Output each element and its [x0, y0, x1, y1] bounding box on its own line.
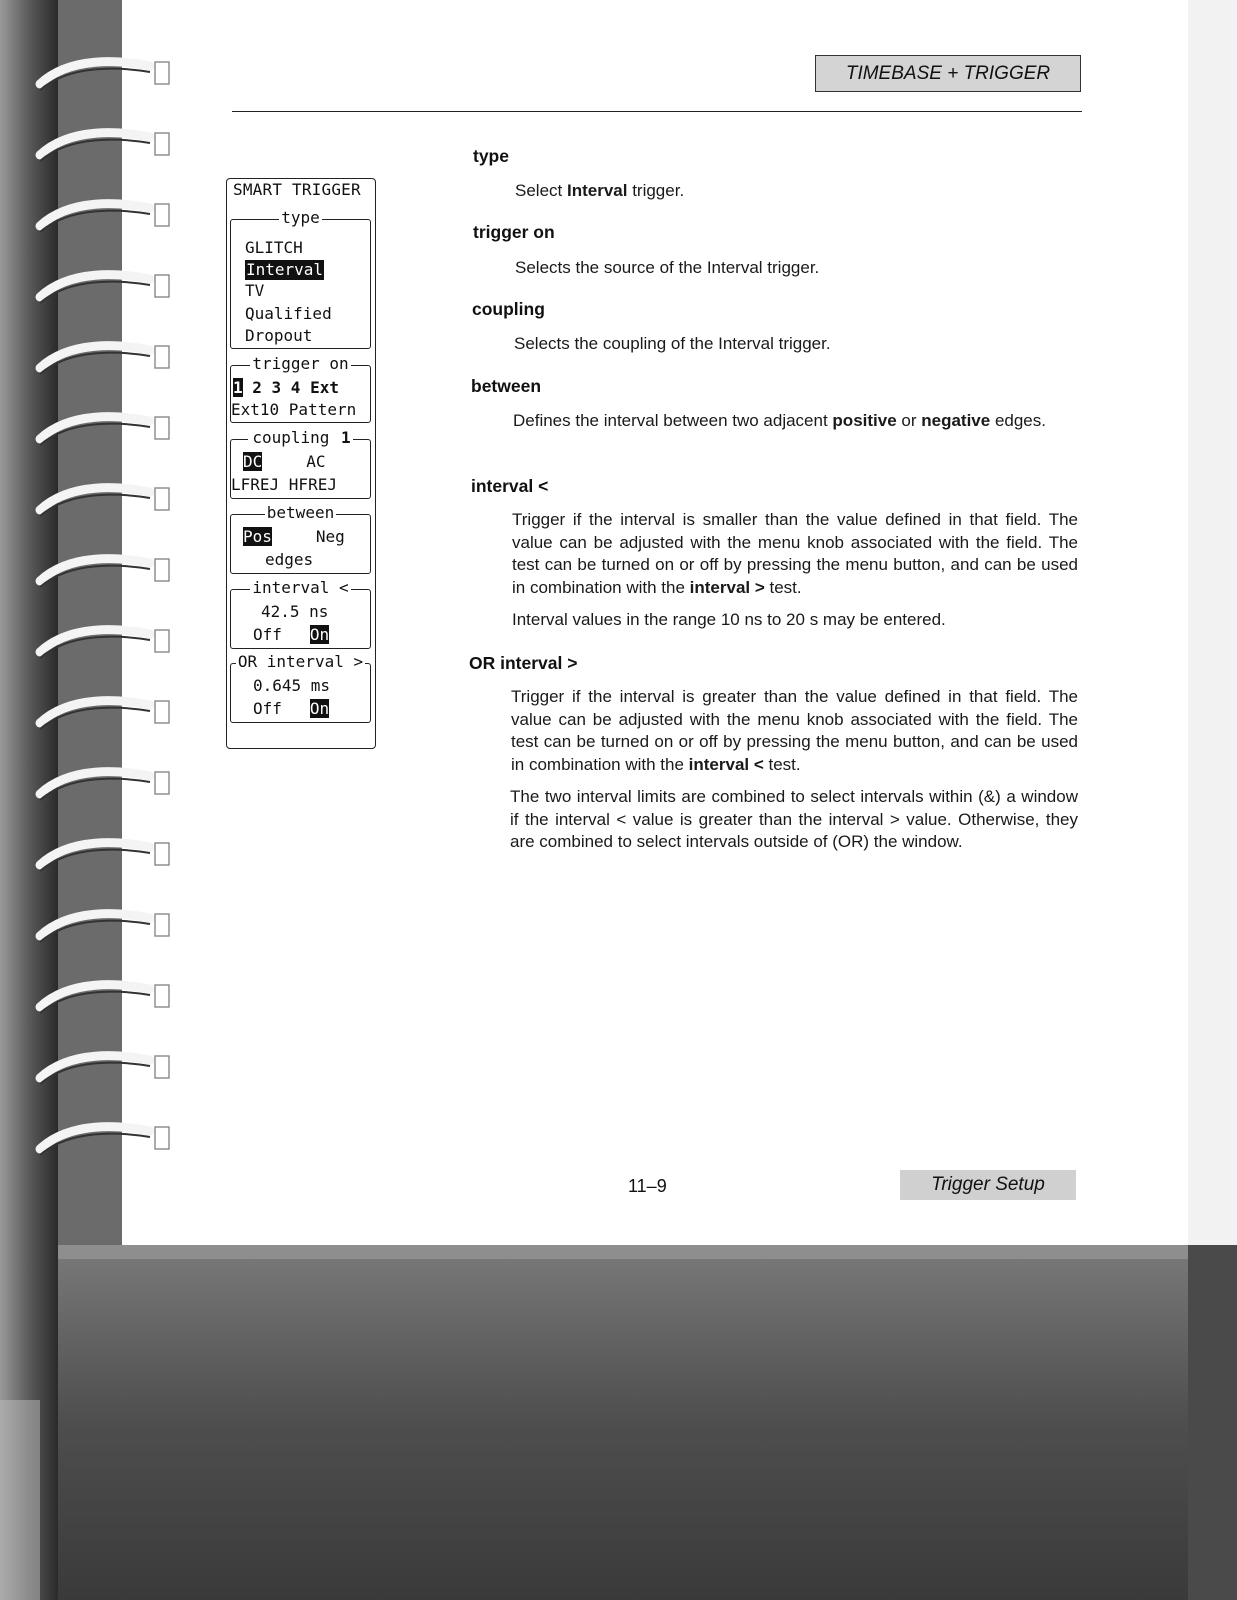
desc-between: Defines the interval between two adjacent positive or negative edges. — [513, 411, 1046, 430]
footer-section-tab — [900, 1170, 1076, 1200]
between-edges-text: edges — [265, 550, 314, 569]
coupling-label: coupling — [252, 428, 330, 447]
interval-lt-on[interactable]: On — [309, 625, 330, 644]
type-option-qualified[interactable]: Qualified — [245, 304, 332, 323]
menu-title: SMART TRIGGER — [233, 180, 361, 199]
type-option-tv[interactable]: TV — [245, 281, 265, 300]
smart-trigger-menu — [226, 178, 376, 749]
interval-gt-off[interactable]: Off — [253, 699, 282, 718]
type-menu-box[interactable] — [230, 208, 371, 349]
footer-section-text: Trigger Setup — [931, 1174, 1045, 1195]
between-neg-option[interactable]: Neg — [315, 527, 345, 546]
interval-gt-on[interactable]: On — [309, 699, 330, 718]
header-rule — [232, 111, 1082, 112]
desc-interval-lt-1: Trigger if the interval is smaller than the value defined in that field. The value can be adjusted with the menu knob associated with the field. The test can be turned on or off by pressing the menu button, and can be used in combination with the interval > test. — [512, 510, 1078, 597]
section-header-tab — [815, 55, 1081, 92]
interval-lt-label: interval < — [252, 578, 349, 597]
coupling-menu-box[interactable] — [230, 428, 371, 499]
between-menu-box[interactable] — [230, 503, 371, 574]
type-option-interval[interactable]: Interval — [246, 260, 324, 279]
interval-lt-off[interactable]: Off — [253, 625, 282, 644]
heading-coupling: coupling — [472, 299, 545, 319]
page-number: 11–9 — [628, 1176, 667, 1196]
trigger-source-options-row2[interactable]: Ext10 Pattern — [231, 400, 357, 419]
trigger-source-selected[interactable]: 1 — [233, 378, 243, 397]
between-pos-option[interactable]: Pos — [243, 527, 272, 546]
heading-between: between — [471, 376, 542, 396]
type-option-glitch[interactable]: GLITCH — [245, 238, 303, 257]
coupling-dc-option[interactable]: DC — [243, 452, 263, 471]
trigger-on-menu-box[interactable] — [230, 354, 371, 423]
heading-type: type — [473, 146, 509, 166]
desc-coupling: Selects the coupling of the Interval trigger. — [514, 334, 831, 353]
heading-interval-gt: OR interval > — [469, 653, 578, 673]
heading-trigger-on: trigger on — [473, 222, 555, 242]
coupling-rej-options[interactable]: LFREJ HFREJ — [231, 475, 337, 494]
trigger-on-label: trigger on — [252, 354, 349, 373]
type-menu-label: type — [281, 208, 320, 227]
between-label: between — [266, 503, 335, 522]
desc-interval-gt-1: Trigger if the interval is greater than the value defined in that field. The value can be adjusted with the menu knob associated with the field. The test can be turned on or off by pressing the menu button, and can be used in combination with the interval < test. — [511, 687, 1078, 774]
coupling-ac-option[interactable]: AC — [306, 452, 326, 471]
desc-trigger-on: Selects the source of the Interval trigger. — [515, 258, 820, 277]
coupling-channel: 1 — [341, 428, 351, 447]
type-option-dropout[interactable]: Dropout — [245, 326, 313, 345]
desc-interval-gt-2: The two interval limits are combined to select intervals within (&) a window if the interval < value is greater than the interval > value. Otherwise, they are combined to select intervals outside of (OR) the window. — [510, 787, 1078, 851]
interval-gt-label: OR interval > — [237, 652, 364, 671]
desc-type: Select Interval trigger. — [515, 181, 685, 200]
heading-interval-lt: interval < — [471, 476, 549, 496]
interval-lt-value[interactable]: 42.5 ns — [261, 602, 329, 621]
trigger-source-options[interactable]: 2 3 4 Ext — [242, 378, 339, 397]
interval-gt-value[interactable]: 0.645 ms — [253, 676, 331, 695]
interval-lt-menu-box[interactable] — [230, 578, 371, 649]
desc-interval-lt-2: Interval values in the range 10 ns to 20 s may be entered. — [512, 610, 946, 629]
section-header-text: TIMEBASE + TRIGGER — [845, 62, 1051, 84]
interval-gt-menu-box[interactable] — [230, 652, 371, 723]
